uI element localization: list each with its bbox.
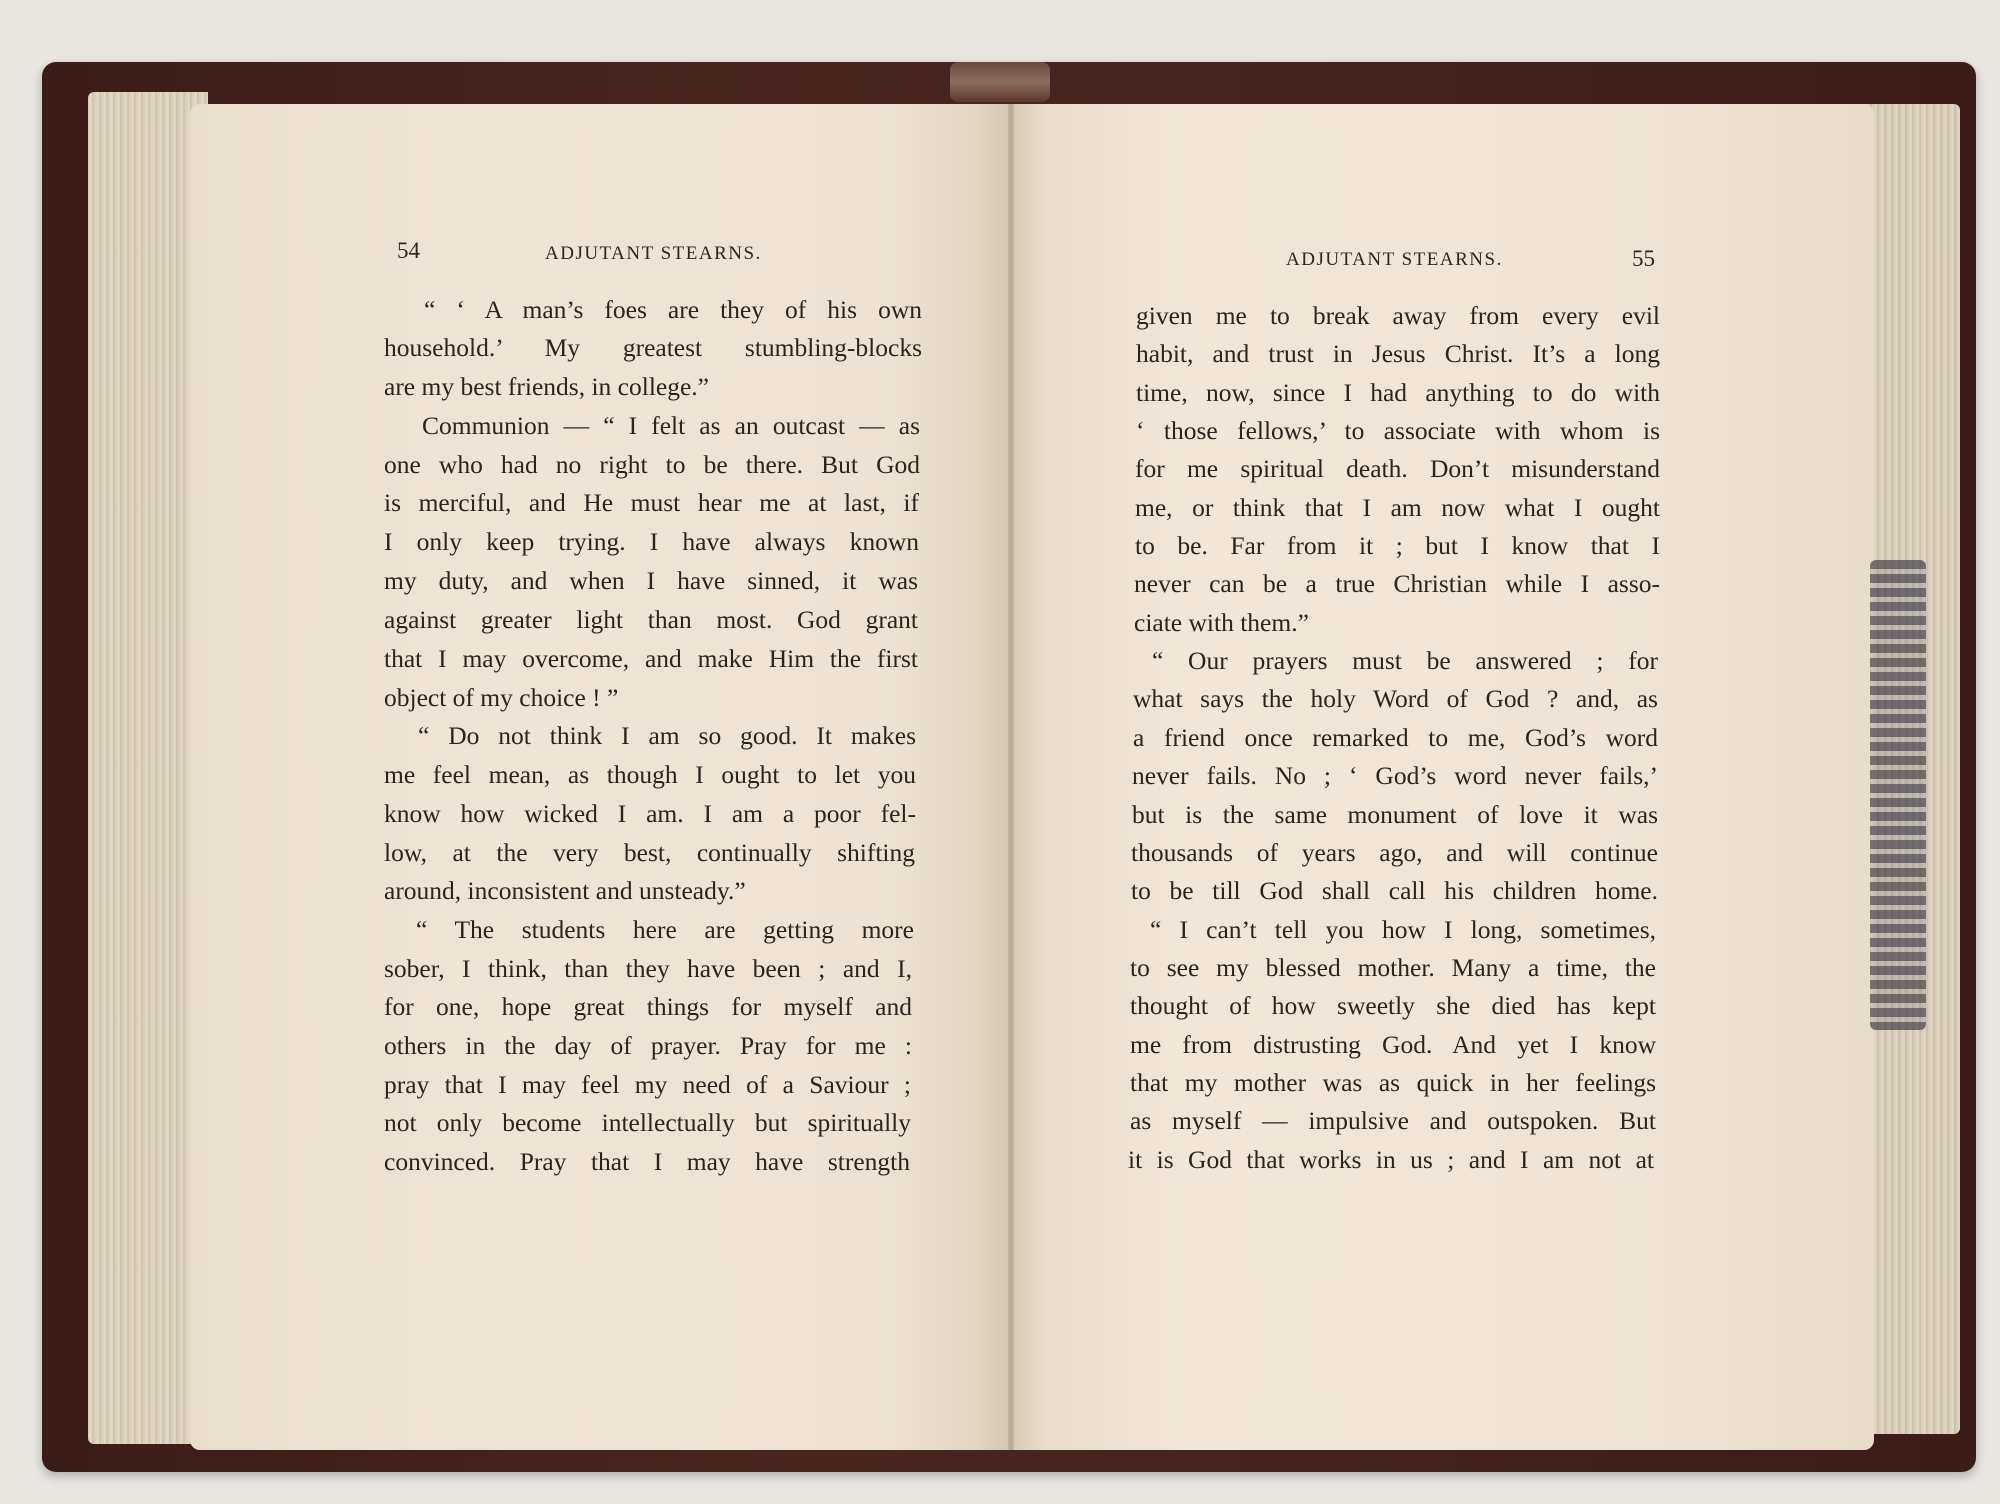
text-line: sober, I think, than they have been ; and I,	[384, 954, 912, 983]
text-line: to see my blessed mother. Many a time, the	[1130, 953, 1656, 982]
book-spine-headband	[950, 62, 1050, 102]
text-line: never can be a true Christian while I asso-	[1134, 569, 1660, 598]
text-line: pray that I may feel my need of a Saviour ;	[384, 1070, 911, 1099]
text-line: “ Our prayers must be answered ; for	[1152, 646, 1658, 675]
text-line: a friend once remarked to me, God’s word	[1133, 723, 1658, 752]
ink-stain	[1870, 560, 1926, 1030]
text-line: me from distrusting God. And yet I know	[1130, 1030, 1656, 1059]
book-gutter	[1008, 104, 1014, 1450]
text-line: that I may overcome, and make Him the first	[384, 644, 918, 673]
text-line: never fails. No ; ‘ God’s word never fails,’	[1132, 761, 1658, 790]
text-line: not only become intellectually but spiritually	[384, 1108, 911, 1137]
text-line: but is the same monument of love it was	[1132, 800, 1658, 829]
text-line: around, inconsistent and unsteady.”	[384, 876, 746, 905]
text-line: to be. Far from it ; but I know that I	[1135, 531, 1660, 560]
text-line: thousands of years ago, and will continue	[1131, 838, 1658, 867]
text-line: household.’ My greatest stumbling-blocks	[384, 333, 922, 362]
text-line: what says the holy Word of God ? and, as	[1133, 684, 1658, 713]
text-line: time, now, since I had anything to do with	[1136, 378, 1660, 407]
text-line: I only keep trying. I have always known	[384, 527, 919, 556]
text-line: that my mother was as quick in her feelings	[1130, 1068, 1656, 1097]
right-page-number: 55	[1632, 246, 1655, 271]
text-line: me feel mean, as though I ought to let you	[384, 760, 916, 789]
text-line: one who had no right to be there. But God	[384, 450, 920, 479]
text-line: thought of how sweetly she died has kept	[1130, 991, 1656, 1020]
text-line: Communion — “ I felt as an outcast — as	[422, 411, 920, 440]
left-running-head: ADJUTANT STEARNS.	[545, 243, 762, 264]
right-running-head: ADJUTANT STEARNS.	[1286, 249, 1503, 270]
text-line: given me to break away from every evil	[1136, 301, 1660, 330]
text-line: is merciful, and He must hear me at last, if	[384, 488, 919, 517]
text-line: to be till God shall call his children home.	[1131, 876, 1658, 905]
text-line: it is God that works in us ; and I am not at	[1128, 1145, 1654, 1174]
text-line: “ The students here are getting more	[416, 915, 914, 944]
text-line: as myself — impulsive and outspoken. But	[1130, 1106, 1656, 1135]
text-line: ‘ those fellows,’ to associate with whom is	[1136, 416, 1660, 445]
left-page-number: 54	[397, 238, 420, 263]
text-line: “ Do not think I am so good. It makes	[418, 721, 916, 750]
text-line: convinced. Pray that I may have strength	[384, 1147, 910, 1176]
text-line: are my best friends, in college.”	[384, 372, 710, 401]
text-line: habit, and trust in Jesus Christ. It’s a long	[1136, 339, 1660, 368]
text-line: my duty, and when I have sinned, it was	[384, 566, 918, 595]
text-line: “ ‘ A man’s foes are they of his own	[424, 295, 922, 324]
text-line: me, or think that I am now what I ought	[1135, 493, 1660, 522]
text-line: against greater light than most. God grant	[384, 605, 918, 634]
text-line: object of my choice ! ”	[384, 683, 619, 712]
text-line: “ I can’t tell you how I long, sometimes,	[1150, 915, 1656, 944]
text-line: others in the day of prayer. Pray for me :	[384, 1031, 912, 1060]
text-line: know how wicked I am. I am a poor fel-	[384, 799, 916, 828]
text-line: for me spiritual death. Don’t misunderstand	[1135, 454, 1660, 483]
text-line: low, at the very best, continually shifting	[384, 838, 915, 867]
text-line: for one, hope great things for myself and	[384, 992, 912, 1021]
text-line: ciate with them.”	[1134, 608, 1309, 637]
